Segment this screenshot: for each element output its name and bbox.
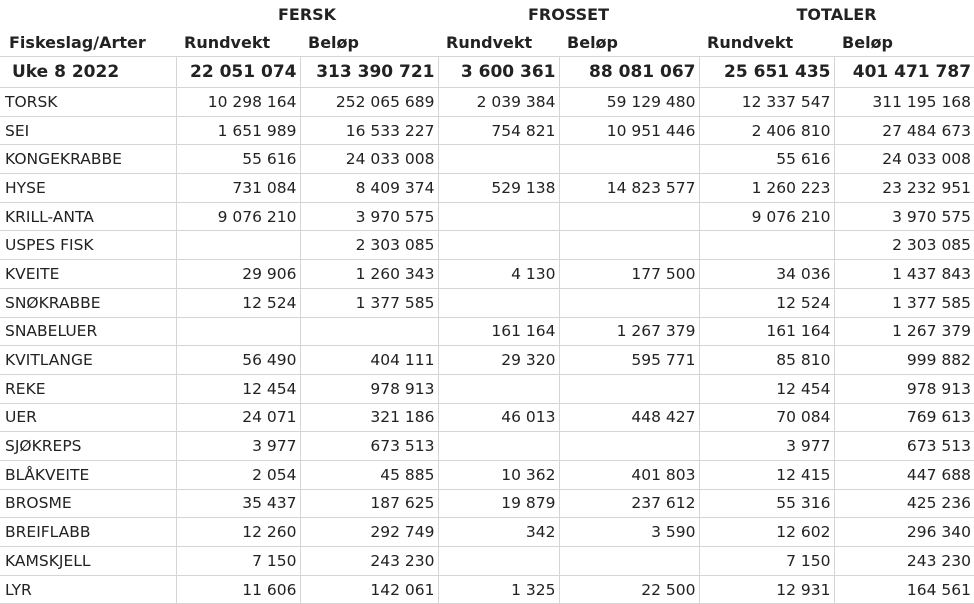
cell-value: 321 186 [300, 403, 438, 432]
table-body [0, 57, 974, 604]
cell-value [559, 432, 699, 461]
species-name: KONGEKRABBE [0, 145, 176, 174]
table-row [0, 260, 974, 289]
cell-value [176, 317, 300, 346]
table-row [0, 288, 974, 317]
cell-value: 10 951 446 [559, 116, 699, 145]
table-row [0, 489, 974, 518]
species-name: BROSME [0, 489, 176, 518]
table-row [0, 575, 974, 604]
cell-value: 237 612 [559, 489, 699, 518]
cell-value: 161 164 [699, 317, 834, 346]
table-row [0, 145, 974, 174]
species-name: USPES FISK [0, 231, 176, 260]
table-row [0, 202, 974, 231]
cell-value: 12 524 [699, 288, 834, 317]
cell-value [559, 202, 699, 231]
table-row [0, 231, 974, 260]
cell-value: 1 267 379 [559, 317, 699, 346]
sub-header-row [0, 29, 974, 57]
cell-value: 447 688 [834, 460, 974, 489]
cell-value: 1 377 585 [834, 288, 974, 317]
cell-value: 14 823 577 [559, 174, 699, 203]
cell-value: 4 130 [438, 260, 559, 289]
table-row [0, 174, 974, 203]
cell-value: 1 325 [438, 575, 559, 604]
table-row [0, 518, 974, 547]
cell-value: 46 013 [438, 403, 559, 432]
sub-header-frosset-rundvekt: Rundvekt [446, 33, 533, 52]
group-header-fersk: FERSK [277, 5, 337, 24]
cell-value: 56 490 [176, 346, 300, 375]
cell-value: 177 500 [559, 260, 699, 289]
cell-value [438, 432, 559, 461]
cell-value: 142 061 [300, 575, 438, 604]
cell-value: 55 316 [699, 489, 834, 518]
cell-value: 673 513 [834, 432, 974, 461]
week-value: 25 651 435 [699, 57, 834, 88]
species-header: Fiskeslag/Arter [9, 33, 146, 52]
cell-value: 29 906 [176, 260, 300, 289]
cell-value [438, 202, 559, 231]
cell-value: 45 885 [300, 460, 438, 489]
table-row [0, 374, 974, 403]
cell-value: 2 406 810 [699, 116, 834, 145]
cell-value: 978 913 [834, 374, 974, 403]
species-name: SNØKRABBE [0, 288, 176, 317]
species-name: KRILL-ANTA [0, 202, 176, 231]
group-header-frosset: FROSSET [528, 5, 610, 24]
cell-value [699, 231, 834, 260]
cell-value: 311 195 168 [834, 88, 974, 117]
cell-value: 11 606 [176, 575, 300, 604]
cell-value: 1 377 585 [300, 288, 438, 317]
table-row [0, 547, 974, 576]
species-name: UER [0, 403, 176, 432]
species-name: BREIFLABB [0, 518, 176, 547]
week-value: 88 081 067 [559, 57, 699, 88]
species-name: HYSE [0, 174, 176, 203]
cell-value: 595 771 [559, 346, 699, 375]
group-header-row [0, 0, 974, 29]
cell-value: 24 033 008 [834, 145, 974, 174]
cell-value [438, 547, 559, 576]
cell-value: 24 033 008 [300, 145, 438, 174]
cell-value: 22 500 [559, 575, 699, 604]
table-row [0, 432, 974, 461]
cell-value: 769 613 [834, 403, 974, 432]
cell-value: 2 054 [176, 460, 300, 489]
cell-value: 55 616 [176, 145, 300, 174]
sub-header-fersk-rundvekt: Rundvekt [184, 33, 271, 52]
cell-value: 12 524 [176, 288, 300, 317]
species-name: SNABELUER [0, 317, 176, 346]
cell-value: 754 821 [438, 116, 559, 145]
cell-value: 3 970 575 [300, 202, 438, 231]
cell-value: 12 260 [176, 518, 300, 547]
cell-value: 187 625 [300, 489, 438, 518]
cell-value: 59 129 480 [559, 88, 699, 117]
cell-value: 1 260 223 [699, 174, 834, 203]
cell-value [559, 547, 699, 576]
cell-value: 7 150 [699, 547, 834, 576]
cell-value: 16 533 227 [300, 116, 438, 145]
cell-value: 425 236 [834, 489, 974, 518]
cell-value: 3 977 [699, 432, 834, 461]
cell-value: 999 882 [834, 346, 974, 375]
cell-value: 401 803 [559, 460, 699, 489]
week-value: 22 051 074 [176, 57, 300, 88]
cell-value: 161 164 [438, 317, 559, 346]
cell-value [559, 288, 699, 317]
species-name: LYR [0, 575, 176, 604]
cell-value: 1 651 989 [176, 116, 300, 145]
cell-value: 3 970 575 [834, 202, 974, 231]
cell-value: 3 590 [559, 518, 699, 547]
cell-value: 296 340 [834, 518, 974, 547]
cell-value: 1 260 343 [300, 260, 438, 289]
cell-value: 29 320 [438, 346, 559, 375]
cell-value: 8 409 374 [300, 174, 438, 203]
week-total-row [0, 57, 974, 88]
cell-value: 85 810 [699, 346, 834, 375]
corner-cell [0, 0, 176, 29]
group-header-totaler: TOTALER [796, 5, 877, 24]
cell-value [559, 145, 699, 174]
cell-value: 27 484 673 [834, 116, 974, 145]
cell-value [300, 317, 438, 346]
sub-header-fersk-belop: Beløp [308, 33, 359, 52]
cell-value [438, 288, 559, 317]
cell-value: 10 362 [438, 460, 559, 489]
species-name: KVEITE [0, 260, 176, 289]
species-name: REKE [0, 374, 176, 403]
cell-value [559, 374, 699, 403]
cell-value: 2 039 384 [438, 88, 559, 117]
cell-value: 978 913 [300, 374, 438, 403]
cell-value: 252 065 689 [300, 88, 438, 117]
cell-value: 448 427 [559, 403, 699, 432]
cell-value: 1 267 379 [834, 317, 974, 346]
cell-value: 12 415 [699, 460, 834, 489]
cell-value [438, 145, 559, 174]
cell-value: 12 454 [699, 374, 834, 403]
species-name: BLÅKVEITE [0, 460, 176, 489]
table-row [0, 346, 974, 375]
table-row [0, 460, 974, 489]
species-name: TORSK [0, 88, 176, 117]
cell-value: 34 036 [699, 260, 834, 289]
week-label: Uke 8 2022 [0, 57, 176, 88]
species-name: SEI [0, 116, 176, 145]
cell-value: 12 454 [176, 374, 300, 403]
cell-value: 731 084 [176, 174, 300, 203]
cell-value: 9 076 210 [176, 202, 300, 231]
species-name: KVITLANGE [0, 346, 176, 375]
table-row [0, 116, 974, 145]
cell-value [559, 231, 699, 260]
cell-value: 529 138 [438, 174, 559, 203]
cell-value: 1 437 843 [834, 260, 974, 289]
cell-value: 243 230 [300, 547, 438, 576]
cell-value [438, 374, 559, 403]
cell-value: 404 111 [300, 346, 438, 375]
cell-value: 2 303 085 [834, 231, 974, 260]
sub-header-frosset-belop: Beløp [567, 33, 618, 52]
species-name: SJØKREPS [0, 432, 176, 461]
cell-value: 24 071 [176, 403, 300, 432]
table-row [0, 403, 974, 432]
table-row [0, 317, 974, 346]
cell-value: 23 232 951 [834, 174, 974, 203]
cell-value: 342 [438, 518, 559, 547]
cell-value: 243 230 [834, 547, 974, 576]
cell-value: 164 561 [834, 575, 974, 604]
cell-value: 35 437 [176, 489, 300, 518]
sub-header-totaler-rundvekt: Rundvekt [707, 33, 794, 52]
cell-value: 292 749 [300, 518, 438, 547]
cell-value: 12 337 547 [699, 88, 834, 117]
week-value: 3 600 361 [438, 57, 559, 88]
cell-value: 12 931 [699, 575, 834, 604]
cell-value: 673 513 [300, 432, 438, 461]
cell-value: 19 879 [438, 489, 559, 518]
cell-value: 55 616 [699, 145, 834, 174]
week-value: 401 471 787 [834, 57, 974, 88]
species-name: KAMSKJELL [0, 547, 176, 576]
table-row [0, 88, 974, 117]
week-value: 313 390 721 [300, 57, 438, 88]
cell-value: 2 303 085 [300, 231, 438, 260]
cell-value: 3 977 [176, 432, 300, 461]
cell-value: 10 298 164 [176, 88, 300, 117]
sub-header-totaler-belop: Beløp [842, 33, 893, 52]
cell-value [176, 231, 300, 260]
cell-value: 70 084 [699, 403, 834, 432]
cell-value: 9 076 210 [699, 202, 834, 231]
cell-value [438, 231, 559, 260]
cell-value: 12 602 [699, 518, 834, 547]
cell-value: 7 150 [176, 547, 300, 576]
